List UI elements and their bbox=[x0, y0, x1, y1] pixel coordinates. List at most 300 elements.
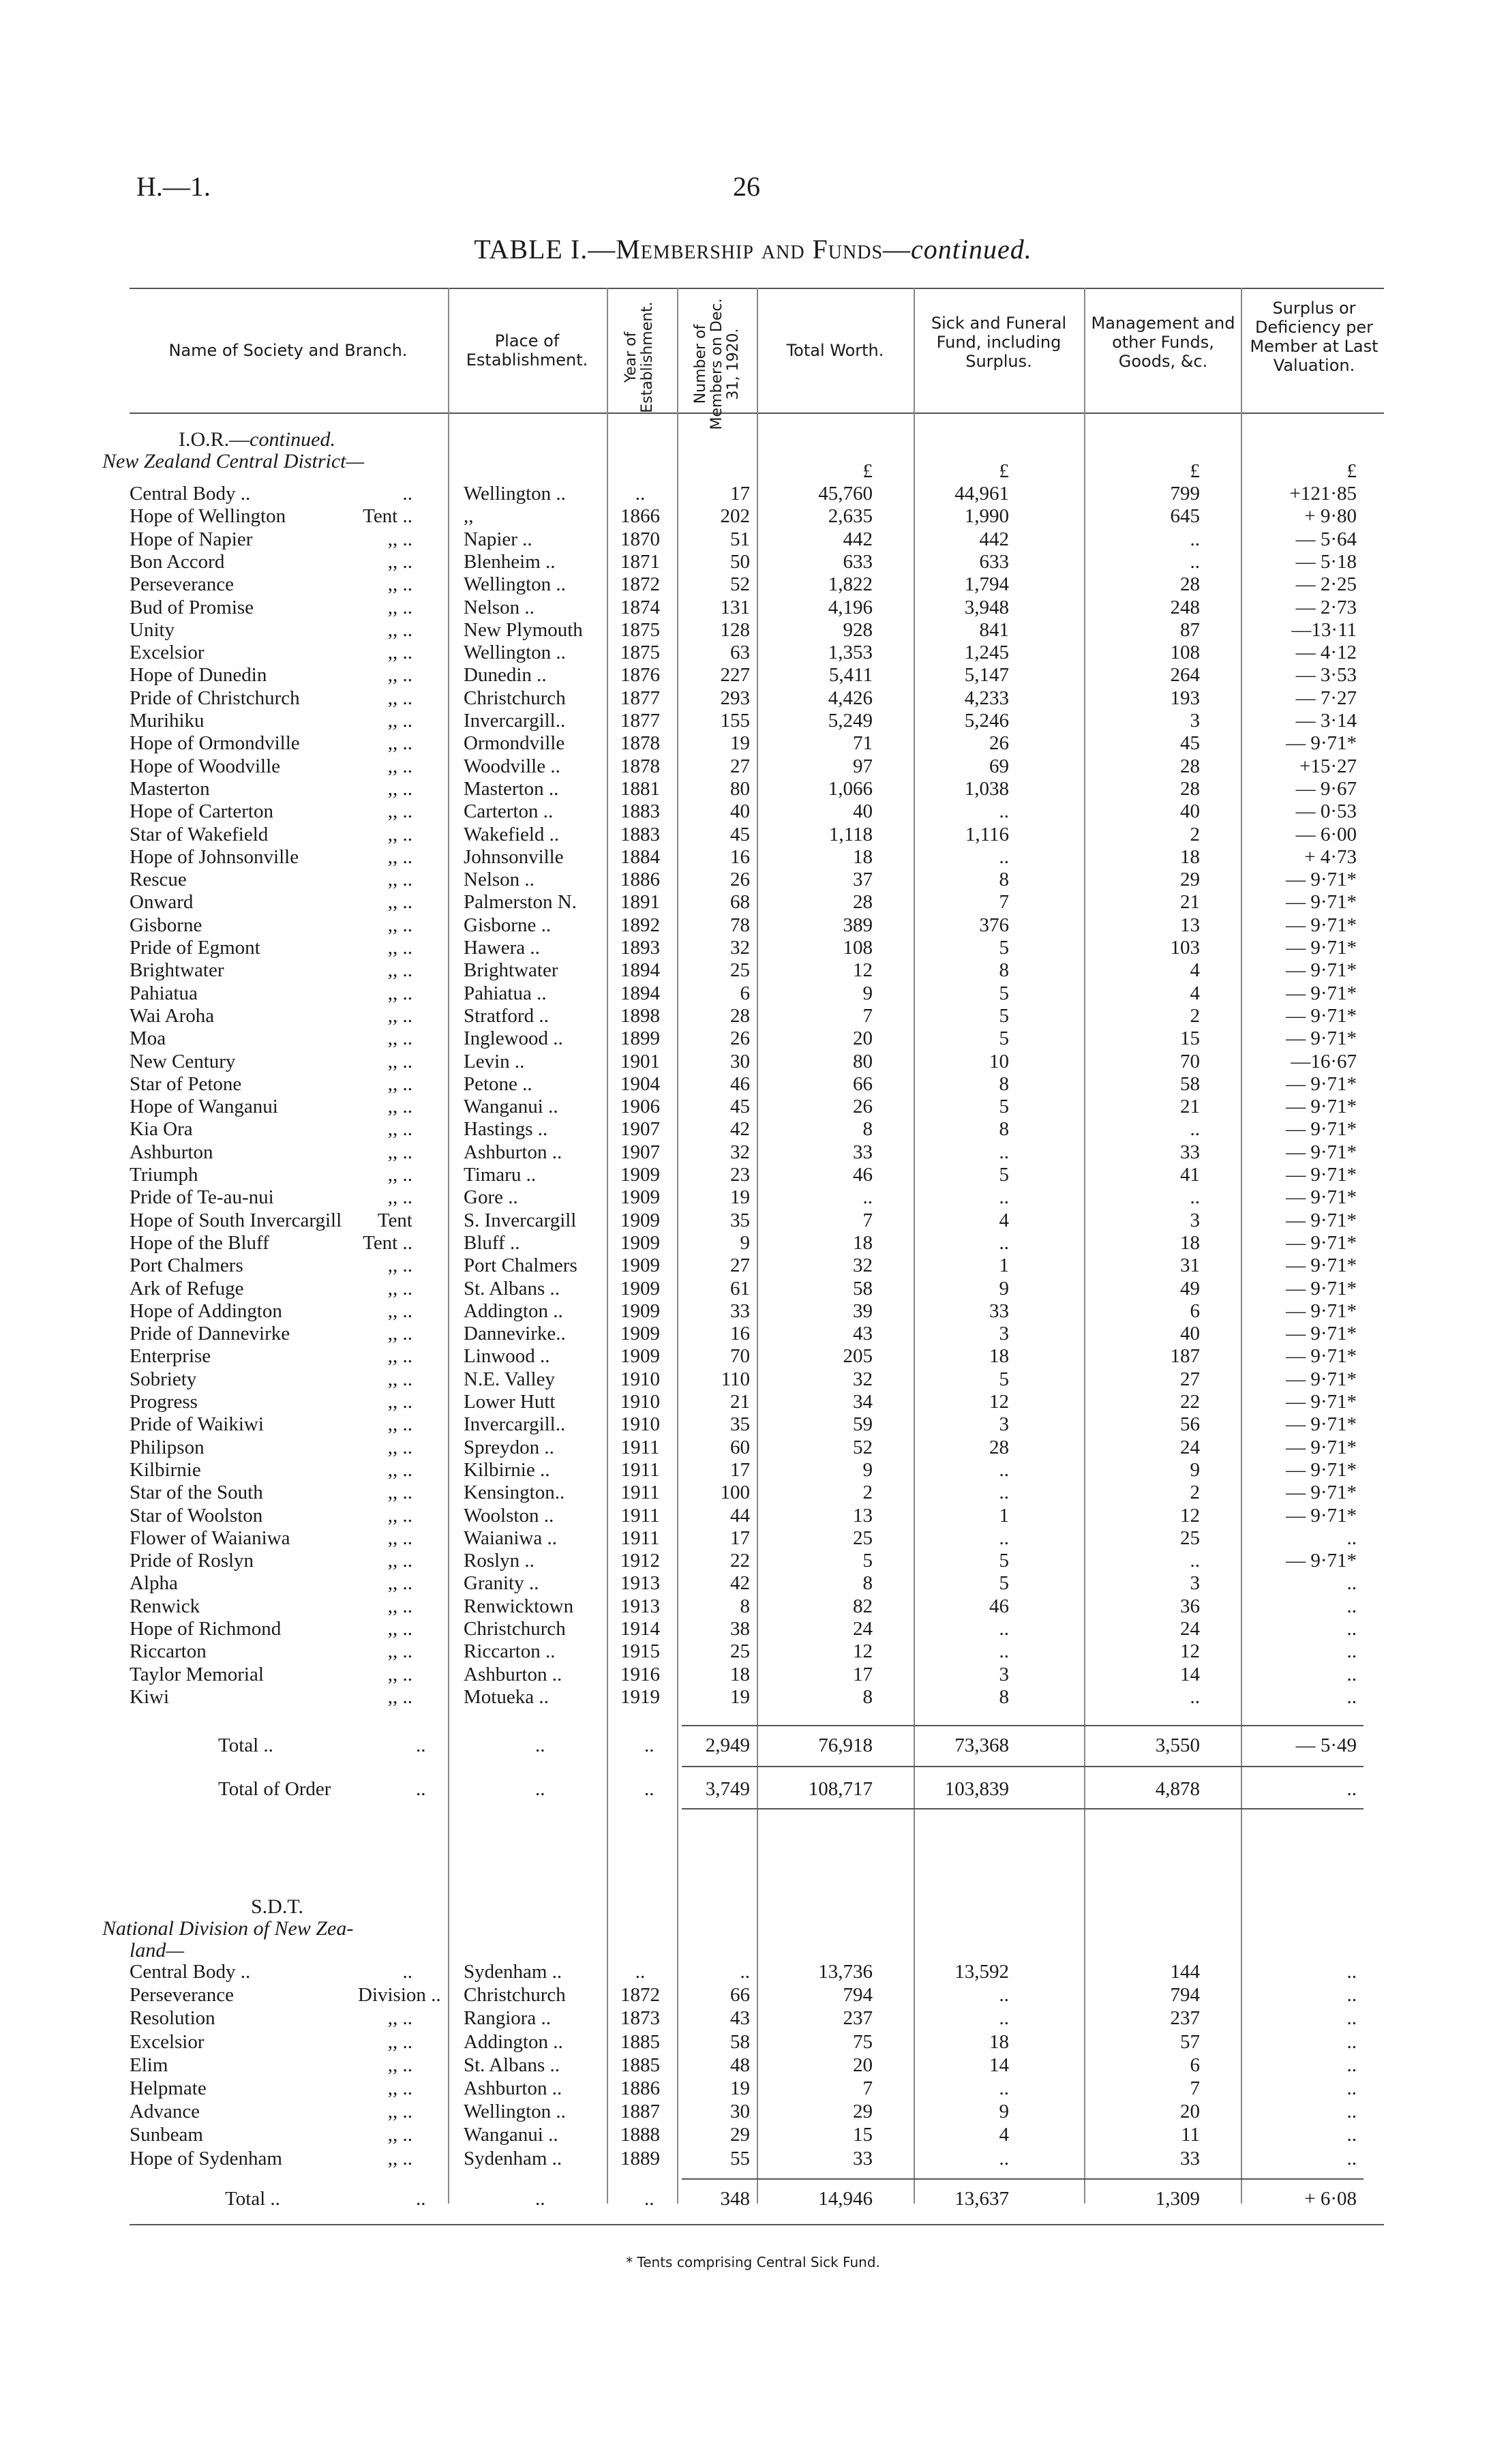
branch-grade: ,, .. bbox=[387, 664, 412, 687]
sdt-district-line2: land— bbox=[130, 1939, 185, 1962]
branch-name: Masterton bbox=[130, 777, 210, 800]
branch-place: Brightwater bbox=[464, 959, 558, 982]
branch-place: Dannevirke.. bbox=[464, 1323, 566, 1345]
branch-worth: 7 bbox=[862, 1004, 873, 1027]
branch-place: Johnsonville bbox=[464, 845, 564, 868]
branch-grade: ,, .. bbox=[387, 869, 412, 891]
branch-surplus: — 9·71* bbox=[1286, 1550, 1357, 1572]
branch-worth: 2,635 bbox=[828, 505, 873, 528]
branch-worth: 205 bbox=[843, 1345, 873, 1368]
branch-name: Star of the South bbox=[130, 1482, 263, 1504]
branch-surplus: .. bbox=[1346, 1572, 1357, 1595]
branch-year: 1877 bbox=[620, 687, 660, 709]
unit-worth: £ bbox=[862, 460, 873, 482]
branch-sick-fund: 3,948 bbox=[964, 596, 1009, 618]
branch-grade: ,, .. bbox=[387, 1527, 412, 1549]
ior-total-rule bbox=[682, 1725, 1364, 1726]
branch-year: 1898 bbox=[620, 1004, 660, 1027]
branch-management-funds: 9 bbox=[1190, 1458, 1200, 1481]
branch-members: 52 bbox=[730, 573, 750, 596]
branch-place: Lower Hutt bbox=[464, 1391, 556, 1413]
branch-sick-fund: 7 bbox=[999, 891, 1009, 914]
branch-place: Woolston .. bbox=[464, 1504, 554, 1527]
branch-management-funds: 27 bbox=[1180, 1368, 1200, 1390]
branch-members: 27 bbox=[730, 755, 750, 777]
header-surplus: Surplus or Deficiency per Member at Last Valuation. bbox=[1250, 299, 1379, 375]
branch-sick-fund: 5 bbox=[999, 1164, 1009, 1186]
branch-members: 19 bbox=[730, 1186, 750, 1209]
branch-members: 42 bbox=[730, 1118, 750, 1141]
branch-grade: ,, .. bbox=[387, 1458, 412, 1481]
branch-name: Hope of Napier bbox=[130, 528, 253, 550]
branch-grade: ,, .. bbox=[387, 550, 412, 573]
branch-place: Kilbirnie .. bbox=[464, 1458, 550, 1481]
branch-year: 1919 bbox=[620, 1685, 660, 1708]
report-reference: H.—1. bbox=[136, 171, 211, 202]
branch-place: St. Albans .. bbox=[464, 1277, 560, 1299]
branch-year: .. bbox=[635, 1961, 646, 1983]
branch-grade: ,, .. bbox=[387, 914, 412, 936]
branch-members: 55 bbox=[730, 2147, 750, 2169]
branch-grade: ,, .. bbox=[387, 1345, 412, 1368]
branch-grade: ,, .. bbox=[387, 1118, 412, 1141]
branch-management-funds: 3 bbox=[1190, 1572, 1200, 1595]
branch-year: 1872 bbox=[620, 573, 660, 596]
branch-name: Bon Accord bbox=[130, 550, 225, 573]
branch-year: 1901 bbox=[620, 1050, 660, 1072]
branch-place: Spreydon .. bbox=[464, 1436, 554, 1458]
branch-sick-fund: 3 bbox=[999, 1413, 1009, 1436]
branch-management-funds: 70 bbox=[1180, 1050, 1200, 1072]
ior-total-row bbox=[0, 1732, 1506, 1759]
branch-management-funds: 87 bbox=[1180, 618, 1200, 641]
branch-year: 1909 bbox=[620, 1164, 660, 1186]
branch-members: 19 bbox=[730, 2077, 750, 2099]
order-total-label: Total of Order bbox=[218, 1778, 331, 1800]
table-row bbox=[0, 846, 1506, 869]
branch-grade: ,, .. bbox=[387, 2030, 412, 2053]
branch-name: Kia Ora bbox=[130, 1118, 193, 1141]
branch-management-funds: 12 bbox=[1180, 1504, 1200, 1527]
branch-members: 40 bbox=[730, 800, 750, 823]
branch-management-funds: 4 bbox=[1190, 982, 1200, 1004]
branch-name: Central Body .. bbox=[130, 483, 251, 505]
branch-management-funds: 20 bbox=[1180, 2101, 1200, 2123]
branch-sick-fund: 1,245 bbox=[964, 642, 1009, 664]
branch-worth: 928 bbox=[843, 618, 873, 641]
branch-surplus: .. bbox=[1346, 2124, 1357, 2146]
branch-year: 1914 bbox=[620, 1618, 660, 1640]
branch-year: 1873 bbox=[620, 2007, 660, 2030]
branch-worth: 7 bbox=[862, 2077, 873, 2099]
branch-worth: 237 bbox=[843, 2007, 873, 2030]
table-row bbox=[0, 1595, 1506, 1618]
branch-worth: 29 bbox=[853, 2101, 873, 2123]
branch-sick-fund: 33 bbox=[989, 1299, 1009, 1322]
branch-grade: ,, .. bbox=[387, 2054, 412, 2076]
order-total-place: .. bbox=[535, 1778, 545, 1800]
table-row bbox=[0, 1437, 1506, 1459]
branch-management-funds: 41 bbox=[1180, 1164, 1200, 1186]
branch-sick-fund: 46 bbox=[989, 1595, 1009, 1617]
branch-name: Ashburton bbox=[130, 1141, 213, 1163]
table-row bbox=[0, 914, 1506, 937]
branch-name: Hope of the Bluff bbox=[130, 1231, 269, 1254]
branch-name: Excelsior bbox=[130, 2030, 205, 2053]
table-row bbox=[0, 1527, 1506, 1550]
branch-worth: 794 bbox=[843, 1984, 873, 2007]
branch-place: Wanganui .. bbox=[464, 1096, 558, 1118]
branch-year: .. bbox=[635, 483, 646, 505]
branch-year: 1885 bbox=[620, 2030, 660, 2053]
branch-sick-fund: 5 bbox=[999, 1027, 1009, 1050]
table-row bbox=[0, 642, 1506, 664]
order-total-rule bbox=[682, 1766, 1364, 1767]
branch-sick-fund: 26 bbox=[989, 732, 1009, 755]
branch-surplus: +121·85 bbox=[1289, 483, 1357, 505]
branch-year: 1913 bbox=[620, 1595, 660, 1617]
sdt-total-sick: 13,637 bbox=[954, 2188, 1009, 2210]
title-small-caps: Membership and Funds— bbox=[616, 234, 912, 265]
branch-worth: 80 bbox=[853, 1050, 873, 1072]
branch-year: 1907 bbox=[620, 1141, 660, 1163]
branch-sick-fund: 5 bbox=[999, 1572, 1009, 1595]
table-row bbox=[0, 1051, 1506, 1073]
branch-grade: ,, .. bbox=[387, 2007, 412, 2030]
total-members: 2,949 bbox=[705, 1734, 750, 1756]
branch-sick-fund: 376 bbox=[979, 914, 1009, 936]
branch-members: 51 bbox=[730, 528, 750, 550]
branch-grade: ,, .. bbox=[387, 1391, 412, 1413]
branch-year: 1891 bbox=[620, 891, 660, 914]
branch-place: Hastings .. bbox=[464, 1118, 548, 1141]
branch-members: 35 bbox=[730, 1413, 750, 1436]
branch-worth: 4,426 bbox=[828, 687, 873, 709]
total-surplus: — 5·49 bbox=[1295, 1734, 1357, 1756]
branch-management-funds: 264 bbox=[1170, 664, 1200, 687]
sdt-district-line1: National Division of New Zea- bbox=[102, 1917, 354, 1940]
branch-management-funds: 645 bbox=[1170, 505, 1200, 528]
order-total-surplus: .. bbox=[1346, 1778, 1357, 1800]
branch-grade: ,, .. bbox=[387, 823, 412, 845]
table-row bbox=[0, 619, 1506, 642]
table-bottom-rule bbox=[130, 2224, 1384, 2225]
branch-grade: Division .. bbox=[358, 1984, 441, 2007]
branch-surplus: .. bbox=[1346, 2101, 1357, 2123]
branch-grade: ,, .. bbox=[387, 1640, 412, 1663]
branch-management-funds: 12 bbox=[1180, 1640, 1200, 1663]
branch-management-funds: 21 bbox=[1180, 891, 1200, 914]
branch-place: St. Albans .. bbox=[464, 2054, 560, 2076]
header-sick: Sick and Funeral Fund, including Surplus. bbox=[931, 314, 1067, 371]
branch-members: 16 bbox=[730, 1323, 750, 1345]
table-row bbox=[0, 573, 1506, 596]
branch-worth: 32 bbox=[853, 1368, 873, 1390]
branch-place: Ashburton .. bbox=[464, 1141, 562, 1163]
sdt-total-year: .. bbox=[644, 2188, 654, 2210]
branch-worth: 2 bbox=[862, 1482, 873, 1504]
branch-worth: 108 bbox=[843, 937, 873, 959]
branch-year: 1909 bbox=[620, 1231, 660, 1254]
branch-grade: ,, .. bbox=[387, 1595, 412, 1617]
branch-worth: 24 bbox=[853, 1618, 873, 1640]
branch-management-funds: 14 bbox=[1180, 1663, 1200, 1685]
branch-worth: 8 bbox=[862, 1118, 873, 1141]
branch-place: Ashburton .. bbox=[464, 1663, 562, 1685]
branch-name: Pride of Christchurch bbox=[130, 687, 300, 709]
table-row bbox=[0, 1232, 1506, 1254]
branch-members: 100 bbox=[720, 1482, 750, 1504]
branch-name: Perseverance bbox=[130, 573, 234, 596]
branch-members: 27 bbox=[730, 1254, 750, 1277]
table-row bbox=[0, 1459, 1506, 1482]
branch-grade: ,, .. bbox=[387, 1504, 412, 1527]
table-row bbox=[0, 1572, 1506, 1595]
branch-name: Excelsior bbox=[130, 642, 205, 664]
branch-sick-fund: 8 bbox=[999, 869, 1009, 891]
branch-grade: ,, .. bbox=[387, 528, 412, 550]
branch-members: 33 bbox=[730, 1299, 750, 1322]
order-total-bottom-rule bbox=[682, 1808, 1364, 1809]
table-row bbox=[0, 2124, 1506, 2146]
branch-grade: ,, .. bbox=[387, 687, 412, 709]
table-row bbox=[0, 1618, 1506, 1640]
branch-grade: ,, .. bbox=[387, 573, 412, 596]
branch-management-funds: 31 bbox=[1180, 1254, 1200, 1277]
branch-surplus: — 7·27 bbox=[1295, 687, 1357, 709]
branch-members: 38 bbox=[730, 1618, 750, 1640]
table-row bbox=[0, 1118, 1506, 1141]
table-row bbox=[0, 1640, 1506, 1663]
table-row bbox=[0, 2077, 1506, 2100]
branch-worth: 82 bbox=[853, 1595, 873, 1617]
table-row bbox=[0, 800, 1506, 823]
branch-name: Moa bbox=[130, 1027, 166, 1050]
branch-management-funds: 13 bbox=[1180, 914, 1200, 936]
branch-grade: ,, .. bbox=[387, 1436, 412, 1458]
table-row bbox=[0, 1482, 1506, 1504]
branch-year: 1894 bbox=[620, 959, 660, 982]
branch-surplus: — 9·71* bbox=[1286, 1299, 1357, 1322]
branch-members: 32 bbox=[730, 937, 750, 959]
total-label: Total .. bbox=[218, 1734, 273, 1756]
branch-surplus: — 5·18 bbox=[1295, 550, 1357, 573]
branch-surplus: — 9·71* bbox=[1286, 1391, 1357, 1413]
branch-management-funds: 28 bbox=[1180, 573, 1200, 596]
branch-sick-fund: 69 bbox=[989, 755, 1009, 777]
order-continued: continued. bbox=[250, 428, 335, 451]
branch-name: Riccarton bbox=[130, 1640, 207, 1663]
branch-members: 35 bbox=[730, 1209, 750, 1231]
branch-surplus: — 9·71* bbox=[1286, 1004, 1357, 1027]
order-total-dots: .. bbox=[416, 1778, 426, 1800]
branch-year: 1909 bbox=[620, 1254, 660, 1277]
branch-surplus: — 9·71* bbox=[1286, 1186, 1357, 1209]
branch-year: 1894 bbox=[620, 982, 660, 1004]
branch-surplus: — 9·71* bbox=[1286, 1482, 1357, 1504]
branch-place: Masterton .. bbox=[464, 777, 559, 800]
branch-year: 1885 bbox=[620, 2054, 660, 2076]
sdt-total-dots: .. bbox=[416, 2188, 426, 2210]
branch-year: 1910 bbox=[620, 1413, 660, 1436]
branch-members: 17 bbox=[730, 483, 750, 505]
branch-management-funds: .. bbox=[1190, 550, 1200, 573]
branch-grade: ,, .. bbox=[387, 777, 412, 800]
branch-management-funds: 187 bbox=[1170, 1345, 1200, 1368]
branch-members: 66 bbox=[730, 1984, 750, 2007]
branch-grade: ,, .. bbox=[387, 800, 412, 823]
table-title bbox=[0, 233, 1506, 265]
branch-surplus: — 9·71* bbox=[1286, 1164, 1357, 1186]
branch-sick-fund: 1,116 bbox=[965, 823, 1009, 845]
table-row bbox=[0, 1686, 1506, 1709]
branch-place: Wellington .. bbox=[464, 2101, 566, 2123]
branch-members: 58 bbox=[730, 2030, 750, 2053]
branch-worth: 20 bbox=[853, 2054, 873, 2076]
branch-worth: 1,353 bbox=[828, 642, 873, 664]
branch-members: 25 bbox=[730, 959, 750, 982]
branch-members: .. bbox=[740, 1961, 750, 1983]
table-row bbox=[0, 869, 1506, 891]
branch-management-funds: 6 bbox=[1190, 2054, 1200, 2076]
branch-members: 80 bbox=[730, 777, 750, 800]
branch-management-funds: 108 bbox=[1170, 642, 1200, 664]
branch-management-funds: 57 bbox=[1180, 2030, 1200, 2053]
branch-sick-fund: 8 bbox=[999, 1118, 1009, 1141]
branch-members: 28 bbox=[730, 1004, 750, 1027]
branch-name: Pride of Dannevirke bbox=[130, 1323, 290, 1345]
branch-surplus: + 9·80 bbox=[1304, 505, 1357, 528]
branch-sick-fund: .. bbox=[999, 1141, 1009, 1163]
branch-grade: ,, .. bbox=[387, 1004, 412, 1027]
branch-sick-fund: 4,233 bbox=[964, 687, 1009, 709]
branch-surplus: — 9·71* bbox=[1286, 959, 1357, 982]
branch-surplus: .. bbox=[1346, 1961, 1357, 1983]
branch-members: 22 bbox=[730, 1550, 750, 1572]
branch-sick-fund: 5 bbox=[999, 1368, 1009, 1390]
branch-name: Hope of South Invercargill bbox=[130, 1209, 342, 1231]
branch-sick-fund: 1,038 bbox=[964, 777, 1009, 800]
branch-sick-fund: 1,990 bbox=[964, 505, 1009, 528]
branch-place: Wellington .. bbox=[464, 573, 566, 596]
branch-worth: 5 bbox=[862, 1550, 873, 1572]
branch-members: 6 bbox=[740, 982, 750, 1004]
branch-place: Petone .. bbox=[464, 1072, 532, 1095]
district-heading: New Zealand Central District— bbox=[102, 450, 365, 472]
branch-grade: ,, .. bbox=[387, 1413, 412, 1436]
branch-members: 68 bbox=[730, 891, 750, 914]
branch-place: Inglewood .. bbox=[464, 1027, 563, 1050]
branch-place: Granity .. bbox=[464, 1572, 539, 1595]
branch-members: 202 bbox=[720, 505, 750, 528]
branch-grade: ,, .. bbox=[387, 1254, 412, 1277]
branch-surplus: — 9·71* bbox=[1286, 982, 1357, 1004]
branch-management-funds: 3 bbox=[1190, 710, 1200, 732]
branch-members: 8 bbox=[740, 1595, 750, 1617]
branch-grade: Tent bbox=[377, 1209, 412, 1231]
branch-place: ,, bbox=[464, 505, 474, 528]
branch-management-funds: 7 bbox=[1190, 2077, 1200, 2099]
table-row bbox=[0, 1345, 1506, 1368]
branch-name: Bud of Promise bbox=[130, 596, 254, 618]
branch-worth: 389 bbox=[843, 914, 873, 936]
branch-sick-fund: .. bbox=[999, 1231, 1009, 1254]
branch-name: Sunbeam bbox=[130, 2124, 203, 2146]
branch-sick-fund: 633 bbox=[979, 550, 1009, 573]
branch-worth: 33 bbox=[853, 2147, 873, 2169]
total-sick: 73,368 bbox=[954, 1734, 1009, 1756]
branch-sick-fund: 8 bbox=[999, 1072, 1009, 1095]
branch-management-funds: 28 bbox=[1180, 777, 1200, 800]
branch-surplus: .. bbox=[1346, 1663, 1357, 1685]
order-total-worth: 108,717 bbox=[808, 1778, 873, 1800]
table-row bbox=[0, 1961, 1506, 1983]
branch-name: Resolution bbox=[130, 2007, 215, 2030]
branch-name: Onward bbox=[130, 891, 194, 914]
branch-worth: 45,760 bbox=[818, 483, 873, 505]
table-row bbox=[0, 2054, 1506, 2077]
table-row bbox=[0, 1368, 1506, 1391]
branch-surplus: .. bbox=[1346, 1685, 1357, 1708]
branch-name: Star of Wakefield bbox=[130, 823, 269, 845]
branch-worth: 28 bbox=[853, 891, 873, 914]
branch-surplus: — 9·71* bbox=[1286, 1458, 1357, 1481]
branch-name: Elim bbox=[130, 2054, 168, 2076]
branch-worth: 58 bbox=[853, 1277, 873, 1299]
branch-surplus: — 9·71* bbox=[1286, 1118, 1357, 1141]
branch-sick-fund: 18 bbox=[989, 1345, 1009, 1368]
branch-sick-fund: 13,592 bbox=[954, 1961, 1009, 1983]
branch-grade: ,, .. bbox=[387, 1368, 412, 1390]
branch-year: 1912 bbox=[620, 1550, 660, 1572]
table-row bbox=[0, 1323, 1506, 1345]
branch-year: 1904 bbox=[620, 1072, 660, 1095]
branch-sick-fund: 5,246 bbox=[964, 710, 1009, 732]
branch-year: 1884 bbox=[620, 845, 660, 868]
branch-name: Helpmate bbox=[130, 2077, 207, 2099]
branch-name: Wai Aroha bbox=[130, 1004, 215, 1027]
branch-members: 128 bbox=[720, 618, 750, 641]
table-row bbox=[0, 1186, 1506, 1209]
branch-place: Wanganui .. bbox=[464, 2124, 558, 2146]
branch-members: 18 bbox=[730, 1663, 750, 1685]
branch-surplus: — 9·71* bbox=[1286, 1504, 1357, 1527]
branch-year: 1909 bbox=[620, 1209, 660, 1231]
branch-name: Triumph bbox=[130, 1164, 198, 1186]
branch-management-funds: 799 bbox=[1170, 483, 1200, 505]
table-row bbox=[0, 528, 1506, 551]
branch-name: Unity bbox=[130, 618, 175, 641]
order-total-sick: 103,839 bbox=[944, 1778, 1009, 1800]
sdt-total-worth: 14,946 bbox=[818, 2188, 873, 2210]
branch-members: 70 bbox=[730, 1345, 750, 1368]
branch-members: 44 bbox=[730, 1504, 750, 1527]
branch-name: Ark of Refuge bbox=[130, 1277, 244, 1299]
branch-surplus: — 9·71* bbox=[1286, 937, 1357, 959]
branch-surplus: — 9·71* bbox=[1286, 1277, 1357, 1299]
branch-members: 32 bbox=[730, 1141, 750, 1163]
branch-sick-fund: 5 bbox=[999, 1550, 1009, 1572]
table-row bbox=[0, 732, 1506, 755]
branch-year: 1881 bbox=[620, 777, 660, 800]
branch-sick-fund: .. bbox=[999, 1984, 1009, 2007]
branch-management-funds: 24 bbox=[1180, 1436, 1200, 1458]
order-heading-sdt: S.D.T. bbox=[251, 1895, 303, 1918]
branch-name: Sobriety bbox=[130, 1368, 197, 1390]
branch-year: 1909 bbox=[620, 1299, 660, 1322]
branch-surplus: — 9·67 bbox=[1295, 777, 1357, 800]
branch-name: Pride of Egmont bbox=[130, 937, 260, 959]
